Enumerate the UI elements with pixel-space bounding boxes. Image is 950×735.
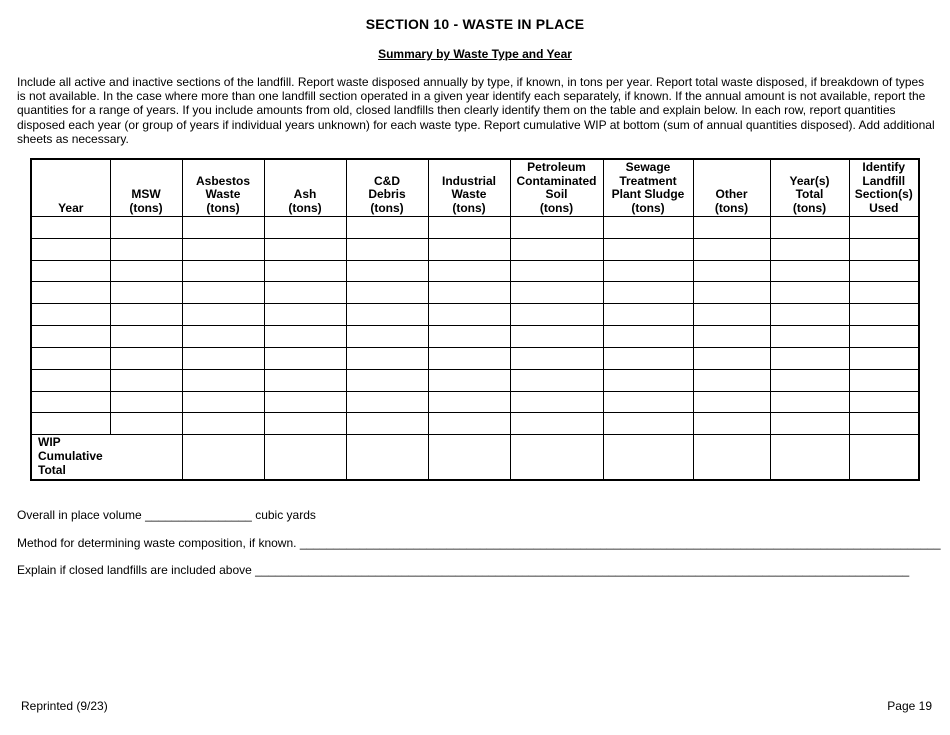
table-row: [31, 413, 919, 435]
table-cell[interactable]: [182, 217, 264, 239]
table-cell[interactable]: [693, 304, 770, 326]
table-cell[interactable]: [770, 260, 849, 282]
closed-landfill-blank[interactable]: __________________________________________________________________________________________________: [255, 563, 910, 577]
table-cell[interactable]: [346, 391, 428, 413]
table-cell[interactable]: [770, 326, 849, 348]
table-row: [31, 304, 919, 326]
wip-label-line: Cumulative: [38, 449, 103, 464]
column-header: [428, 159, 510, 217]
table-cell[interactable]: [510, 217, 603, 239]
table-cell[interactable]: [182, 413, 264, 435]
volume-field-row: [17, 508, 316, 522]
table-cell[interactable]: [346, 217, 428, 239]
table-cell[interactable]: [110, 238, 182, 260]
table-cell[interactable]: [603, 347, 693, 369]
table-header-row: [31, 159, 919, 217]
table-cell[interactable]: [510, 369, 603, 391]
table-cell[interactable]: [849, 347, 919, 369]
table-cell[interactable]: [693, 238, 770, 260]
wip-label-line: Total: [38, 463, 66, 478]
table-cell[interactable]: [428, 326, 510, 348]
table-row: [31, 282, 919, 304]
column-header-line: Year: [58, 200, 84, 215]
table-cell[interactable]: [849, 391, 919, 413]
table-cell[interactable]: [110, 391, 182, 413]
column-header-line: (tons): [539, 200, 574, 215]
table-cell[interactable]: [264, 260, 346, 282]
column-header-line: (tons): [631, 200, 665, 215]
table-cell[interactable]: [428, 391, 510, 413]
method-field-row: [17, 536, 941, 550]
table-cell[interactable]: [31, 282, 110, 304]
waste-summary-table: [30, 158, 920, 481]
column-header: [346, 159, 428, 217]
volume-blank[interactable]: ________________: [145, 508, 252, 522]
column-header-line: Treatment: [619, 173, 677, 188]
table-cell[interactable]: [428, 217, 510, 239]
table-cell[interactable]: [31, 369, 110, 391]
column-header-line: (tons): [792, 200, 827, 215]
table-cell[interactable]: [264, 282, 346, 304]
column-header-line: Section(s): [854, 187, 913, 201]
table-cell[interactable]: [849, 238, 919, 260]
table-cell[interactable]: [693, 260, 770, 282]
table-cell[interactable]: [510, 304, 603, 326]
column-header-line: Landfill: [862, 173, 906, 188]
table-cell[interactable]: [510, 282, 603, 304]
table-cell[interactable]: [182, 260, 264, 282]
wip-total-cell[interactable]: [770, 435, 849, 480]
table-cell[interactable]: [510, 326, 603, 348]
column-header-line: C&D: [374, 173, 400, 188]
table-cell[interactable]: [346, 347, 428, 369]
column-header-line: (tons): [129, 200, 163, 215]
wip-total-cell[interactable]: [346, 435, 428, 480]
table-cell[interactable]: [182, 282, 264, 304]
page-number: Page 19: [887, 699, 932, 713]
wip-total-cell[interactable]: [428, 435, 510, 480]
closed-landfill-field-row: [17, 563, 909, 577]
table-cell[interactable]: [849, 369, 919, 391]
table-cell[interactable]: [770, 304, 849, 326]
section-subtitle: Summary by Waste Type and Year: [378, 47, 572, 61]
table-cell[interactable]: [770, 369, 849, 391]
table-cell[interactable]: [182, 347, 264, 369]
table-cell[interactable]: [31, 391, 110, 413]
column-header-line: Total: [795, 187, 824, 201]
column-header-line: Petroleum: [527, 160, 586, 174]
table-cell[interactable]: [264, 347, 346, 369]
table-row: [31, 238, 919, 260]
column-header-line: (tons): [370, 200, 404, 215]
column-header: [849, 159, 919, 217]
column-header-line: Used: [869, 200, 899, 215]
table-cell[interactable]: [264, 238, 346, 260]
table-row: [31, 260, 919, 282]
table-body: [31, 217, 919, 481]
column-header: [603, 159, 693, 217]
table-cell[interactable]: [346, 282, 428, 304]
table-row: [31, 369, 919, 391]
volume-unit: cubic yards: [255, 508, 316, 522]
table-cell[interactable]: [31, 326, 110, 348]
table-cell[interactable]: [31, 217, 110, 239]
column-header-line: (tons): [714, 200, 749, 215]
table-cell[interactable]: [693, 391, 770, 413]
table-cell[interactable]: [603, 217, 693, 239]
table-cell[interactable]: [693, 217, 770, 239]
table-cell[interactable]: [428, 282, 510, 304]
table-cell[interactable]: [264, 217, 346, 239]
table-row: [31, 326, 919, 348]
table-cell[interactable]: [603, 260, 693, 282]
column-header: [31, 159, 110, 217]
column-header: [770, 159, 849, 217]
table-cell[interactable]: [110, 260, 182, 282]
table-cell[interactable]: [182, 326, 264, 348]
table-cell[interactable]: [110, 413, 182, 435]
table-cell[interactable]: [110, 217, 182, 239]
table-cell[interactable]: [603, 326, 693, 348]
table-cell[interactable]: [31, 413, 110, 435]
table-cell[interactable]: [182, 304, 264, 326]
wip-total-row: [31, 435, 919, 480]
wip-label-line: WIP: [38, 435, 61, 450]
table-cell[interactable]: [31, 260, 110, 282]
table-cell[interactable]: [31, 304, 110, 326]
table-cell[interactable]: [770, 347, 849, 369]
column-header: [693, 159, 770, 217]
table-cell[interactable]: [264, 391, 346, 413]
table-cell[interactable]: [428, 238, 510, 260]
table-cell[interactable]: [182, 238, 264, 260]
table-cell[interactable]: [770, 238, 849, 260]
column-header-line: (tons): [288, 200, 322, 215]
table-cell[interactable]: [849, 217, 919, 239]
table-cell[interactable]: [182, 391, 264, 413]
table-cell[interactable]: [428, 413, 510, 435]
column-header-line: (tons): [206, 200, 240, 215]
table-cell[interactable]: [693, 326, 770, 348]
table-row: [31, 217, 919, 239]
column-header-line: Ash: [293, 187, 317, 201]
table-cell[interactable]: [510, 238, 603, 260]
column-header-line: Identify: [862, 160, 906, 174]
table-cell[interactable]: [510, 413, 603, 435]
table-cell[interactable]: [770, 217, 849, 239]
table-cell[interactable]: [346, 326, 428, 348]
table-cell[interactable]: [428, 347, 510, 369]
column-header-line: Year(s): [789, 173, 830, 188]
table-cell[interactable]: [849, 304, 919, 326]
table-cell[interactable]: [110, 347, 182, 369]
instructions-paragraph: Include all active and inactive sections of the landfill. Report waste disposed annually by type, if known, in tons per year. Report total waste disposed, if breakdown of types is not available. In the case where more than one landfill section operated in a given year identify each separately, if known. If the annual amount is not available, report the quantities for a range of years. If you include amounts from old, closed landfills then clearly identify them on the table and explain below. In each row, report quantities disposed each year (or group of years if individual years unknown) for each waste type. Report cumulative WIP at bottom (sum of annual quantities disposed). Add additional sheets as necessary.: [17, 75, 935, 146]
wip-total-cell[interactable]: [693, 435, 770, 480]
table-cell[interactable]: [770, 391, 849, 413]
wip-total-cell[interactable]: [510, 435, 603, 480]
table-cell[interactable]: [849, 413, 919, 435]
table-cell[interactable]: [346, 238, 428, 260]
column-header: [264, 159, 346, 217]
column-header-line: Contaminated: [516, 173, 597, 188]
table-cell[interactable]: [603, 413, 693, 435]
table-cell[interactable]: [110, 369, 182, 391]
wip-total-cell[interactable]: [182, 435, 264, 480]
table-cell[interactable]: [428, 369, 510, 391]
column-header-line: Soil: [545, 187, 568, 201]
table-cell[interactable]: [603, 391, 693, 413]
table-cell[interactable]: [346, 260, 428, 282]
table-cell[interactable]: [346, 413, 428, 435]
table-cell[interactable]: [510, 391, 603, 413]
column-header-line: Sewage: [625, 160, 671, 174]
volume-label: Overall in place volume: [17, 508, 142, 522]
table-row: [31, 347, 919, 369]
table-cell[interactable]: [110, 282, 182, 304]
table-cell[interactable]: [264, 304, 346, 326]
table-cell[interactable]: [264, 413, 346, 435]
table-cell[interactable]: [264, 326, 346, 348]
table-cell[interactable]: [693, 282, 770, 304]
column-header: [510, 159, 603, 217]
column-header-line: Industrial: [441, 173, 496, 188]
table-cell[interactable]: [264, 369, 346, 391]
reprinted-note: Reprinted (9/23): [21, 699, 108, 713]
table-cell[interactable]: [110, 326, 182, 348]
table-cell[interactable]: [346, 369, 428, 391]
table-cell[interactable]: [770, 413, 849, 435]
table-cell[interactable]: [603, 238, 693, 260]
column-header-line: Waste: [451, 187, 487, 201]
table-cell[interactable]: [110, 304, 182, 326]
column-header: [110, 159, 182, 217]
table-cell[interactable]: [510, 347, 603, 369]
table-cell[interactable]: [603, 304, 693, 326]
table-cell[interactable]: [346, 304, 428, 326]
wip-total-cell[interactable]: [603, 435, 693, 480]
table-cell[interactable]: [693, 347, 770, 369]
table-row: [31, 391, 919, 413]
method-label: Method for determining waste composition, if known.: [17, 536, 297, 550]
table-cell[interactable]: [849, 326, 919, 348]
wip-total-cell[interactable]: [849, 435, 919, 480]
table-cell[interactable]: [849, 282, 919, 304]
method-blank[interactable]: ________________________________________________________________________________________________: [299, 536, 941, 550]
closed-landfill-label: Explain if closed landfills are included above: [17, 563, 252, 577]
column-header-line: Asbestos: [195, 173, 251, 188]
wip-total-cell[interactable]: [264, 435, 346, 480]
table-cell[interactable]: [603, 282, 693, 304]
table-cell[interactable]: [428, 304, 510, 326]
column-header-line: (tons): [452, 200, 486, 215]
table-cell[interactable]: [182, 369, 264, 391]
table-cell[interactable]: [31, 347, 110, 369]
table-cell[interactable]: [603, 369, 693, 391]
table-cell[interactable]: [510, 260, 603, 282]
column-header-line: Other: [715, 187, 748, 201]
table-cell[interactable]: [693, 413, 770, 435]
column-header-line: Debris: [368, 187, 406, 201]
table-cell[interactable]: [849, 260, 919, 282]
table-cell[interactable]: [428, 260, 510, 282]
section-title: SECTION 10 - WASTE IN PLACE: [365, 16, 585, 32]
wip-total-label: [31, 435, 182, 480]
table-cell[interactable]: [31, 238, 110, 260]
table-cell[interactable]: [770, 282, 849, 304]
column-header: [182, 159, 264, 217]
table-cell[interactable]: [693, 369, 770, 391]
column-header-line: MSW: [131, 187, 161, 201]
column-header-line: Waste: [205, 187, 241, 201]
column-header-line: Plant Sludge: [611, 187, 685, 201]
